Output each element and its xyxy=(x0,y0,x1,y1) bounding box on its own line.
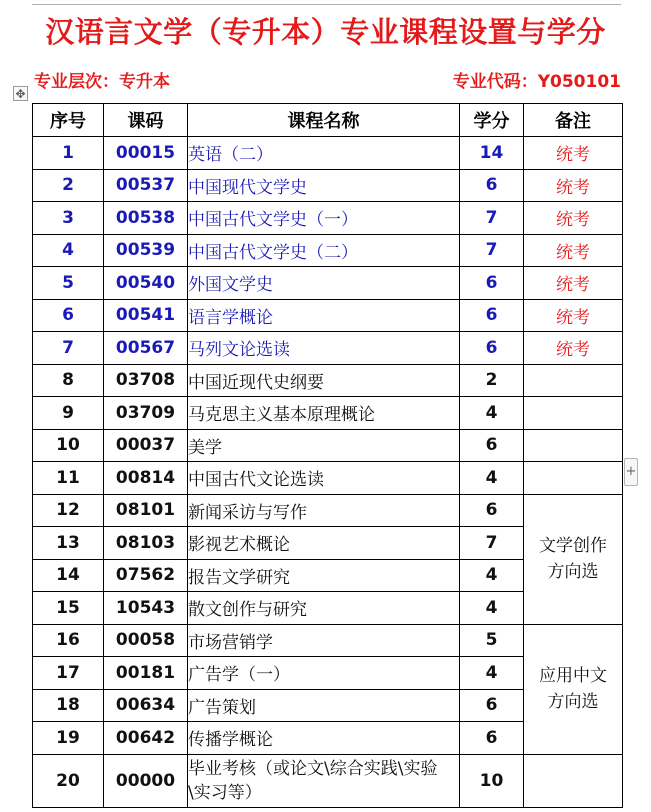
row-note: 统考 xyxy=(524,234,623,267)
group-line-1: 应用中文 xyxy=(539,666,607,686)
row-credit: 6 xyxy=(460,267,524,300)
row-no: 6 xyxy=(33,299,104,332)
row-name: 外国文学史 xyxy=(188,267,460,300)
row-no: 16 xyxy=(33,624,104,657)
row-name: 英语（二） xyxy=(188,137,460,170)
row-credit: 6 xyxy=(460,332,524,365)
major-code: 专业代码：Y050101 xyxy=(452,72,621,92)
row-name: 美学 xyxy=(188,429,460,462)
table-header-row xyxy=(33,104,623,137)
row-no: 12 xyxy=(33,494,104,527)
row-code: 00537 xyxy=(104,169,188,202)
row-note xyxy=(524,364,623,397)
table-row xyxy=(33,364,623,397)
row-credit: 4 xyxy=(460,462,524,495)
row-credit: 4 xyxy=(460,657,524,690)
row-credit: 6 xyxy=(460,722,524,755)
row-code: 03709 xyxy=(104,397,188,430)
row-no: 17 xyxy=(33,657,104,690)
row-name: 影视艺术概论 xyxy=(188,527,460,560)
top-divider xyxy=(32,4,621,5)
row-name: 中国古代文学史（一） xyxy=(188,202,460,235)
row-credit: 7 xyxy=(460,234,524,267)
table-row xyxy=(33,299,623,332)
row-credit: 6 xyxy=(460,494,524,527)
row-no: 15 xyxy=(33,592,104,625)
row-no: 11 xyxy=(33,462,104,495)
row-name: 市场营销学 xyxy=(188,624,460,657)
row-code: 08103 xyxy=(104,527,188,560)
row-code: 00015 xyxy=(104,137,188,170)
table-row xyxy=(33,169,623,202)
row-name: 马克思主义基本原理概论 xyxy=(188,397,460,430)
row-name: 新闻采访与写作 xyxy=(188,494,460,527)
table-row xyxy=(33,397,623,430)
table-row xyxy=(33,267,623,300)
major-level: 专业层次：专升本 xyxy=(34,72,170,92)
row-credit: 6 xyxy=(460,299,524,332)
row-note: 统考 xyxy=(524,332,623,365)
row-note: 统考 xyxy=(524,169,623,202)
row-note: 统考 xyxy=(524,267,623,300)
header-credit: 学分 xyxy=(460,104,524,137)
row-credit: 4 xyxy=(460,592,524,625)
row-code: 00567 xyxy=(104,332,188,365)
row-no: 5 xyxy=(33,267,104,300)
row-credit: 6 xyxy=(460,169,524,202)
page-title: 汉语言文学（专升本）专业课程设置与学分 xyxy=(45,15,606,49)
row-note xyxy=(524,462,623,495)
row-no: 20 xyxy=(33,754,104,807)
row-credit: 4 xyxy=(460,397,524,430)
row-code: 00642 xyxy=(104,722,188,755)
row-note: 统考 xyxy=(524,202,623,235)
row-credit: 2 xyxy=(460,364,524,397)
row-code: 00539 xyxy=(104,234,188,267)
row-credit: 6 xyxy=(460,689,524,722)
row-code: 10543 xyxy=(104,592,188,625)
row-no: 4 xyxy=(33,234,104,267)
row-note xyxy=(524,754,623,807)
table-row xyxy=(33,462,623,495)
row-no: 9 xyxy=(33,397,104,430)
table-row xyxy=(33,202,623,235)
row-code: 00814 xyxy=(104,462,188,495)
row-code: 03708 xyxy=(104,364,188,397)
applied-track-note xyxy=(524,624,623,754)
table-row xyxy=(33,429,623,462)
row-name: 中国古代文学史（二） xyxy=(188,234,460,267)
row-credit: 7 xyxy=(460,527,524,560)
row-credit: 4 xyxy=(460,559,524,592)
header-code: 课码 xyxy=(104,104,188,137)
course-table xyxy=(32,103,623,808)
group-line-2: 方向选 xyxy=(547,562,599,582)
header-no: 序号 xyxy=(33,104,104,137)
table-row xyxy=(33,754,623,807)
table-row xyxy=(33,494,623,527)
row-no: 2 xyxy=(33,169,104,202)
row-note xyxy=(524,397,623,430)
row-name: 散文创作与研究 xyxy=(188,592,460,625)
row-name: 中国近现代史纲要 xyxy=(188,364,460,397)
table-row xyxy=(33,234,623,267)
row-credit: 6 xyxy=(460,429,524,462)
row-credit: 7 xyxy=(460,202,524,235)
table-add-column-icon[interactable]: + xyxy=(624,458,638,486)
row-no: 3 xyxy=(33,202,104,235)
row-name: 语言学概论 xyxy=(188,299,460,332)
table-row xyxy=(33,332,623,365)
row-code: 07562 xyxy=(104,559,188,592)
row-no: 19 xyxy=(33,722,104,755)
table-row xyxy=(33,624,623,657)
row-name: 马列文论选读 xyxy=(188,332,460,365)
row-no: 13 xyxy=(33,527,104,560)
row-code: 00058 xyxy=(104,624,188,657)
row-credit: 10 xyxy=(460,754,524,807)
row-code: 00634 xyxy=(104,689,188,722)
row-credit: 5 xyxy=(460,624,524,657)
table-move-icon[interactable]: ✥ xyxy=(13,86,28,101)
row-name: 中国古代文论选读 xyxy=(188,462,460,495)
row-code: 00541 xyxy=(104,299,188,332)
literary-track-note xyxy=(524,494,623,624)
group-line-1: 文学创作 xyxy=(539,536,607,556)
row-name: 广告学（一） xyxy=(188,657,460,690)
row-no: 8 xyxy=(33,364,104,397)
row-no: 18 xyxy=(33,689,104,722)
row-no: 14 xyxy=(33,559,104,592)
row-no: 7 xyxy=(33,332,104,365)
row-name: 广告策划 xyxy=(188,689,460,722)
row-code: 00540 xyxy=(104,267,188,300)
row-name: 传播学概论 xyxy=(188,722,460,755)
row-name: 报告文学研究 xyxy=(188,559,460,592)
row-code: 00181 xyxy=(104,657,188,690)
row-note xyxy=(524,429,623,462)
header-name: 课程名称 xyxy=(188,104,460,137)
row-code: 00538 xyxy=(104,202,188,235)
row-code: 00000 xyxy=(104,754,188,807)
row-code: 08101 xyxy=(104,494,188,527)
header-note: 备注 xyxy=(524,104,623,137)
row-credit: 14 xyxy=(460,137,524,170)
row-note: 统考 xyxy=(524,299,623,332)
table-row xyxy=(33,137,623,170)
row-no: 10 xyxy=(33,429,104,462)
row-code: 00037 xyxy=(104,429,188,462)
row-name: 毕业考核（或论文\综合实践\实验\实习等） xyxy=(188,754,460,807)
group-line-2: 方向选 xyxy=(547,692,599,712)
row-name: 中国现代文学史 xyxy=(188,169,460,202)
row-no: 1 xyxy=(33,137,104,170)
row-note: 统考 xyxy=(524,137,623,170)
